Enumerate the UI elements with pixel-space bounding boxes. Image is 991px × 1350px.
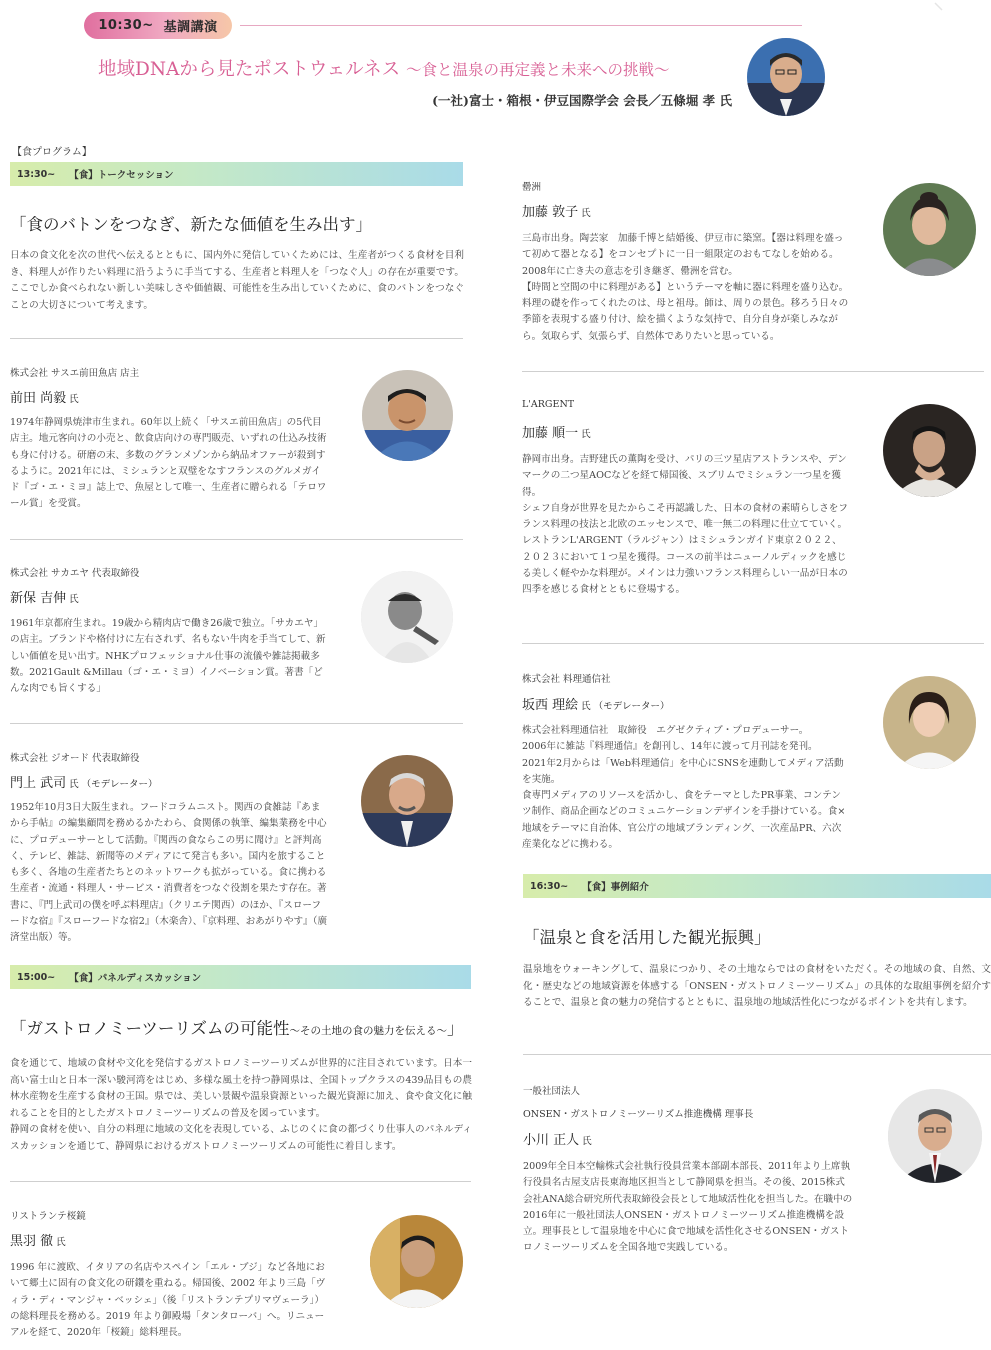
keynote-speaker: (一社)富士・箱根・伊豆国際学会 会長／五條堀 孝 氏 xyxy=(432,93,732,108)
session2-description xyxy=(10,1056,472,1155)
keynote-label: 基調講演 xyxy=(163,20,218,35)
speaker-bio xyxy=(10,800,328,947)
keynote-time-pill xyxy=(84,12,232,39)
speaker-photo-kato-junichi xyxy=(883,404,976,497)
speaker-honorific: 氏 xyxy=(56,1237,66,1248)
session3-headline: 「温泉と食を活用した観光振興」 xyxy=(523,928,771,947)
bio-paragraph: 静岡市出身。吉野建氏の薫陶を受け、パリの三ツ星店アストランスや、デンマークの二つ星AOCなどを経て帰国後、スブリムでミシュラン一つ星を獲得。 xyxy=(522,454,847,498)
speaker-name xyxy=(10,1230,66,1249)
speaker-org: 株式会社 サカエヤ 代表取締役 xyxy=(10,568,140,579)
speaker-org: 一般社団法人 xyxy=(523,1086,581,1097)
session2-time: 15:00~ xyxy=(17,971,56,983)
bio-paragraph: 1952年10月3日大阪生まれ。フードコラムニスト。関西の食雑誌『あまから手帖』の編集顧問を務めるかたわら、食関係の執筆、編集業務を中心に、プロデューサーとして活動。『関西の食ならこの男に聞け』と評判高く、テレビ、雑誌、新聞等のメディアにて発言も多い。国内を旅することも多く、各地の生産者たちとのネットワークも拡がっている。食に携わる生産者・流通・料理人・サービス・消費者をつなぐ役割を果たす存在。著書に、『門上武司の僕を呼ぶ料理店』（クリエテ関西）のほか、『スローフードな宿』『スローフードな宿2』（木楽舎）、『京料理、おあがりやす』（廣済堂出版）等。 xyxy=(10,802,328,944)
speaker-org: 株式会社 サスエ前田魚店 店主 xyxy=(10,368,140,379)
bio-paragraph: 1996 年に渡欧、イタリアの名店やスペイン「エル・ブジ」など各地において郷土に固有の食文化の研鑽を重ねる。帰国後、2002 年より三島「ヴィラ・ディ・マンジャ・ベッシェ」（後「リストランテプリマヴェーラ」）の総料理長を務める。2019 年より御殿場「タンタローバ」へ。リニューアルを経て、2020年「桜鏡」総料理長。 xyxy=(10,1262,326,1339)
speaker-honorific: 氏 xyxy=(581,208,591,219)
divider xyxy=(10,723,463,724)
divider xyxy=(522,643,984,644)
bio-paragraph: 株式会社料理通信社 取締役 エグゼクティブ・プロデューサー。 xyxy=(522,725,809,736)
speaker-bio xyxy=(523,1159,853,1257)
speaker-bio xyxy=(522,723,849,853)
bio-paragraph: レストランL'ARGENT（ラルジャン）はミシュランガイド東京２０２２、２０２３において１つ星を獲得。コースの前半はニューノルディックを感じる美しく軽やかな料理が。メインは力強いフランス料理らしい一品が日本の四季を感じる食材とともに登場する。 xyxy=(522,535,848,596)
keynote-speaker-photo xyxy=(747,38,825,116)
session3-band xyxy=(523,874,991,898)
bio-paragraph: 2021年2月からは「Web料理通信」を中心にSNSを連動してメディア活動を実施。 xyxy=(522,757,844,785)
session1-description: 日本の食文化を次の世代へ伝えるとともに、国内外に発信していくためには、生産者がつくる食材を目利き、料理人が作りたい料理に沿うように手当てする、生産者と料理人を「つなぐ人」の存在が重要です。ここでしか食べられない新しい美味しさや価値観、可能性を生み出していくために、食のバトンをつなぐことの大切さについて考えます。 xyxy=(10,250,464,311)
bio-paragraph: 1974年静岡県焼津市生まれ。60年以上続く「サスエ前田魚店」の5代目店主。地元客向けの小売と、飲食店向けの専門販売、いずれの仕込み技術も身に付ける。研磨の末、多数のグランメゾンから納品オファーが殺到するように。2021年には、ミシュランと双璧をなすフランスのグルメガイド『ゴ・エ・ミヨ』誌上で、魚屋として唯一、生産者に贈られる「テロワール賞」を受賞。 xyxy=(10,417,327,510)
bio-paragraph: 【時間と空間の中に料理がある】というテーマを軸に器に料理を盛り込む。料理の礎を作ってくれたのは、母と祖母。師は、周りの景色。移ろう日々の季節を表現する盛り付け、絵を描くような気持で、自分自身が楽しみながら。気取らず、気張らず、自然体でありたいと思っている。 xyxy=(522,281,849,342)
speaker-name-text: 新保 吉伸 xyxy=(10,591,67,606)
speaker-honorific: 氏 xyxy=(581,429,591,440)
speaker-name-text: 加藤 順一 xyxy=(522,426,579,441)
speaker-name xyxy=(10,387,79,406)
session1-headline: 「食のバトンをつなぎ、新たな価値を生み出す」 xyxy=(10,215,373,234)
speaker-bio xyxy=(522,452,849,599)
session2-headline xyxy=(10,1015,464,1039)
speaker-honorific: 氏 xyxy=(582,1136,592,1147)
speaker-org: 株式会社 ジオード 代表取締役 xyxy=(10,753,140,764)
divider xyxy=(523,1054,991,1055)
speaker-photo-kuroha xyxy=(370,1215,463,1308)
speaker-name xyxy=(522,694,669,713)
speaker-photo-kato-atsuko xyxy=(883,183,976,276)
speaker-name xyxy=(522,201,591,220)
speaker-name-text: 加藤 敦子 xyxy=(522,205,579,220)
speaker-org-title: ONSEN・ガストロノミーツーリズム推進機構 理事長 xyxy=(523,1109,754,1120)
speaker-role: （モデレーター） xyxy=(593,701,670,712)
session3-time: 16:30~ xyxy=(530,880,569,892)
keynote-title xyxy=(98,55,748,81)
speaker-honorific: 氏 xyxy=(69,594,79,605)
speaker-photo-maeda xyxy=(362,370,453,461)
bio-paragraph: 2009年全日本空輸株式会社執行役員営業本部副本部長、2011年より上席執行役員名古屋支店長東海地区担当として静岡県を担当。その後、2015株式会社ANA総合研究所代表取締役会長として地域活性化を担当した。在職中の2016年に一般社団法人ONSEN・ガストロノミーツーリズム推進機構を設立。理事長として温泉地を中心に食で地域を活性化させるONSEN・ガストロノミーツーリズムを全国各地で実践している。 xyxy=(523,1161,853,1254)
speaker-honorific: 氏 xyxy=(69,779,79,790)
bio-paragraph: 2006年に雑誌『料理通信』を創刊し、14年に渡って月刊誌を発刊。 xyxy=(522,741,818,753)
session1-time: 13:30~ xyxy=(17,168,56,180)
session2-band xyxy=(10,965,471,989)
speaker-role: （モデレーター） xyxy=(81,779,158,790)
keynote-time: 10:30~ xyxy=(98,18,154,33)
session2-headline-small: 〜その土地の食の魅力を伝える〜 xyxy=(289,1025,448,1037)
speaker-honorific: 氏 xyxy=(581,701,591,712)
divider xyxy=(10,539,463,540)
speaker-org: 株式会社 料理通信社 xyxy=(522,674,611,685)
session2-tag: 【食】パネルディスカッション xyxy=(69,973,202,984)
session1-band xyxy=(10,162,463,186)
bio-paragraph: 食専門メディアのリソースを活かし、食をテーマとしたPR事業、コンテンツ制作、商品企画などのコミュニケーションデザインを手掛けている。食×地域をテーマに自治体、官公庁の地域ブランディング、一次産品PR、六次産業化などに携わる。 xyxy=(522,790,846,851)
session3-tag: 【食】事例紹介 xyxy=(582,882,649,893)
bio-paragraph: シェフ自身が世界を見たからこそ再認識した、日本の食材の素晴らしさをフランス料理の技法と北欧のエッセンスで、唯一無二の料理に仕立てていく。 xyxy=(522,502,848,531)
description-paragraph: 静岡の食材を使い、自分の料理に地域の文化を表現している、ふじのくに食の都づくり仕事人のパネルディスカッションを通じて、静岡県におけるガストロノミーツーリズムの可能性に着目します。 xyxy=(10,1124,472,1152)
speaker-name-text: 門上 武司 xyxy=(10,776,67,791)
speaker-bio xyxy=(10,415,328,513)
speaker-photo-sakanishi xyxy=(883,676,976,769)
speaker-name xyxy=(523,1129,592,1148)
session3-description: 温泉地をウォーキングして、温泉につかり、その土地ならではの食材をいただく。その地域の食、自然、文化・歴史などの地域資源を体感する「ONSEN・ガストロノミーツーリズム」の具体的な取組事例を紹介することで、温泉と食の魅力の発信するとともに、温泉地の地域活性化につながるポイントを共有します。 xyxy=(523,964,991,1008)
bio-paragraph: 三島市出身。陶芸家 加藤千博と結婚後、伊豆市に築窯。【器は料理を盛って初めて器となる】をコンセプトに一日一組限定のおもてなしを始める。2008年に亡き夫の意志を引き継ぎ、罍洲を営む。 xyxy=(522,233,844,277)
speaker-bio xyxy=(522,231,849,345)
speaker-honorific: 氏 xyxy=(69,394,79,405)
bio-paragraph: 1961年京都府生まれ。19歳から精肉店で働き26歳で独立。「サカエヤ」の店主。ブランドや格付けに左右されず、名もない牛肉を手当てして、新しい価値を見い出す。NHKプロフェッショナル仕事の流儀や雑誌掲載多数。2021Gault &Millau（ゴ・エ・ミヨ）イノベーション賞。著書「どんな肉でも旨くする」 xyxy=(10,618,326,695)
speaker-photo-kadokami xyxy=(361,755,453,847)
session2-headline-main: 「ガストロノミーツーリズムの可能性 xyxy=(10,1019,290,1038)
speaker-bio xyxy=(10,616,328,697)
speaker-name xyxy=(10,587,79,606)
session1-tag: 【食】トークセッション xyxy=(69,170,174,181)
keynote-title-sub: 〜食と温泉の再定義と未来への挑戦〜 xyxy=(405,61,670,79)
corner-mark-icon xyxy=(934,2,944,12)
divider xyxy=(10,1181,471,1182)
speaker-name xyxy=(10,772,157,791)
speaker-photo-shinbo xyxy=(361,571,453,663)
speaker-name xyxy=(522,422,591,441)
speaker-bio xyxy=(10,1260,332,1341)
divider xyxy=(522,371,984,372)
description-paragraph: 食を通じて、地域の食材や文化を発信するガストロノミーツーリズムが世界的に注目されています。日本一高い富士山と日本一深い駿河湾をはじめ、多様な風土を持つ静岡県は、全国トップクラスの439品目もの農林水産物を生産する食材の王国。県では、美しい景観や温泉資源といった観光資源に加え、食や食文化に触れることを目的としたガストロノミーツーリズムの普及を図っています。 xyxy=(10,1058,472,1119)
speaker-name-text: 小川 正人 xyxy=(523,1133,580,1148)
divider xyxy=(10,338,463,339)
speaker-org: 罍洲 xyxy=(522,182,542,193)
session2-headline-end: 」 xyxy=(447,1019,464,1038)
speaker-name-text: 黒羽 徹 xyxy=(10,1234,54,1249)
speaker-photo-ogawa xyxy=(888,1089,982,1183)
speaker-name-text: 坂西 理絵 xyxy=(522,698,579,713)
speaker-org: L'ARGENT xyxy=(522,399,575,410)
speaker-name-text: 前田 尚毅 xyxy=(10,391,67,406)
keynote-title-main: 地域DNAから見たポストウェルネス xyxy=(98,59,401,80)
speaker-org: リストランテ桜鏡 xyxy=(10,1211,86,1222)
program-label: 【食プログラム】 xyxy=(12,147,92,158)
header-divider xyxy=(240,25,802,26)
